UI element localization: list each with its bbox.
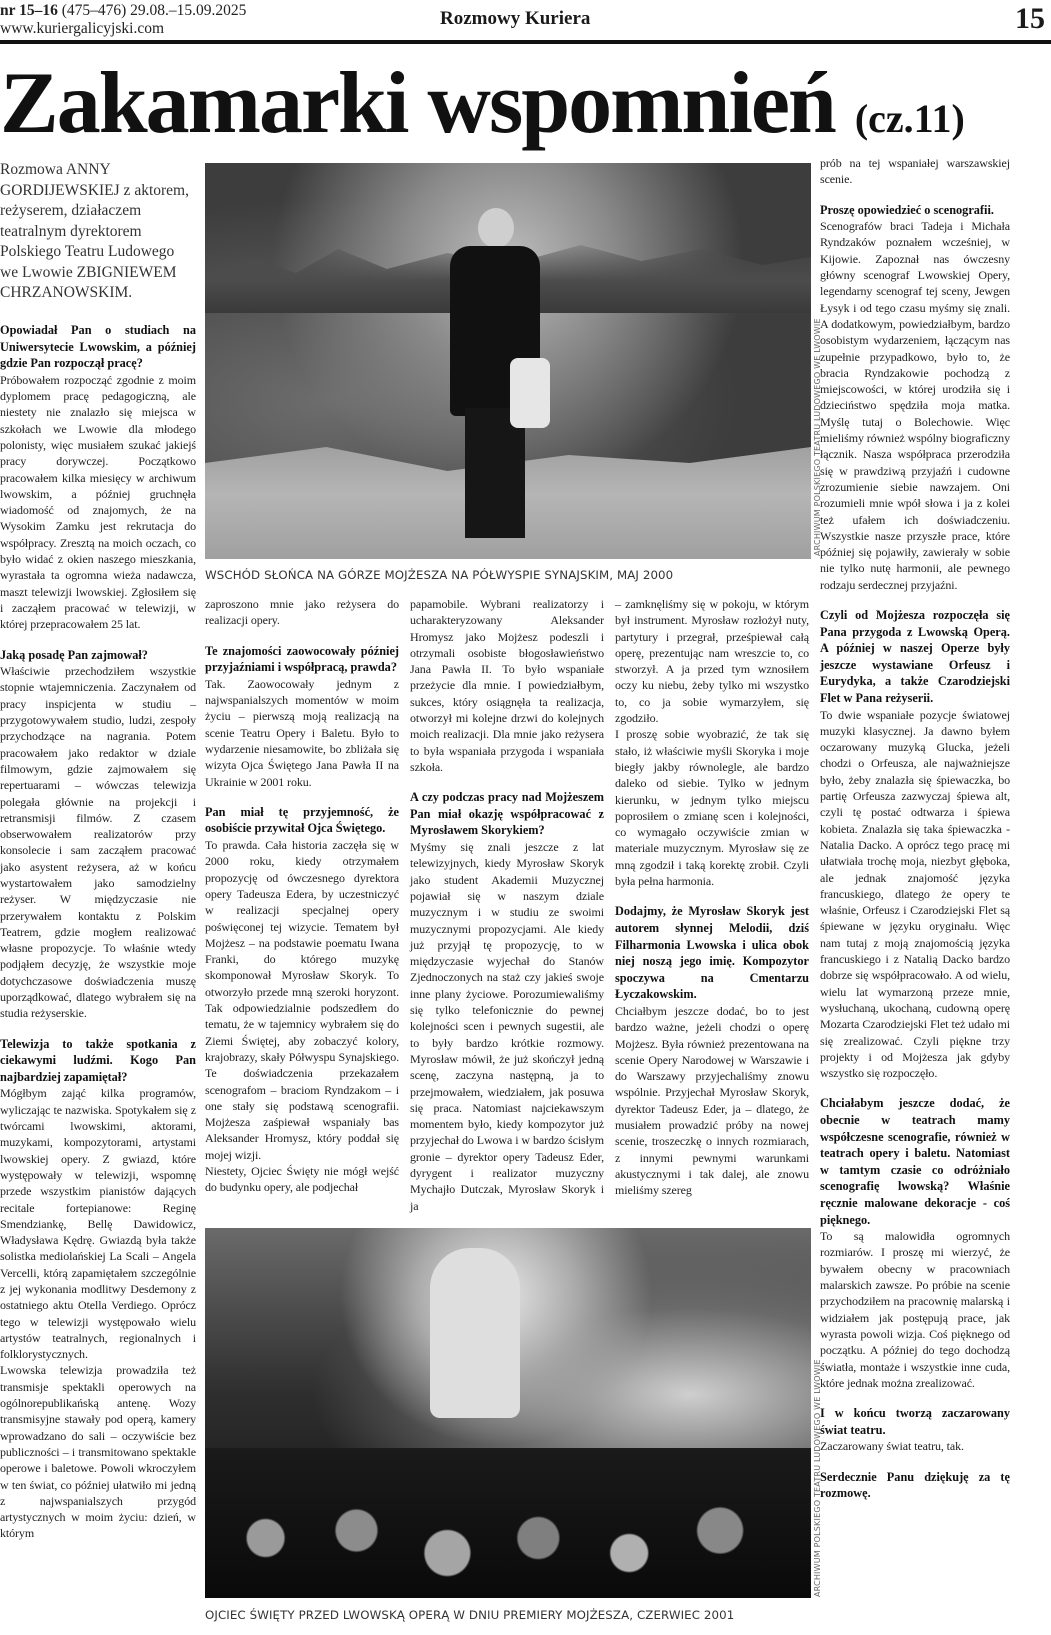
interview-answer: prób na tej wspaniałej warszawskiej scenie. [820, 156, 1010, 187]
interview-answer: zaproszono mnie jako reżysera do realizacji opery. [205, 597, 399, 628]
photo-mount-sinai [205, 163, 811, 559]
interview-answer: Niestety, Ojciec Święty nie mógł wejść do budynku opery, ale podjechał [205, 1163, 399, 1195]
interview-question: Opowiadał Pan o studiach na Uniwersytecie Lwowskim, a później gdzie Pan rozpoczął pracę? [0, 323, 196, 371]
issue-line [0, 2, 246, 20]
article-lead: Rozmowa ANNY GORDIJEWSKIEJ z aktorem, reżyserem, działaczem teatralnym dyrektorem Polskiego Teatru Ludowego we Lwowie ZBIGNIEWEM CHRZANOWSKIM. [0, 161, 189, 301]
interview-answer: Myśmy się znali jeszcze z lat telewizyjnych, kiedy Myrosław Skoryk jako student Akademii Muzycznej pojawiał się w naszym dziale muzycznym i w studiu ze swoimi muzycznymi propozycjami. Ale kiedy już przyjął tę propozycję, to w międzyczasie wyjechał do Stanów Zjednoczonych na staż czy jakieś swoje inne plany życiowe. Porozumiewaliśmy się tylko telefonicznie do pewnej kolejności scen i pewnych sugestii, ale to były bardzo krótkie rozmowy. Myrosław mówił, że już skończył jedną scenę, zaczyna następną, ja to przejmowałem, wiedziałem, jak posuwa się praca. Natomiast najciekawszym momentem było, kiedy kompozytor już przyjechał do Lwowa i w bardzo ścisłym gronie – dyrektor opery Tadeusz Eder, dyrygent i realizator muzyczny Mychajło Dutczak, Myrosław Skoryk i ja [410, 840, 604, 1213]
interview-question: A czy podczas pracy nad Mojżeszem Pan miał okazję współpracować z Myrosławem Skorykiem? [410, 790, 604, 838]
website-link[interactable]: www.kuriergalicyjski.com [0, 20, 165, 37]
interview-question: Te znajomości zaowocowały później przyjaźniami i współpracą, prawda? [205, 643, 399, 675]
page-number: 15 [1015, 2, 1045, 35]
interview-answer: Chciałbym jeszcze dodać, bo to jest bardzo ważne, jeżeli chodzi o operę Mojżesz. Była również prezentowana na scenie Opery Narodowej w Warszawie i do Warszawy przyjechaliśmy znowu wspólnie. Przyjechał Myrosław Skoryk, dyrektor Tadeusz Eder, ja – dlatego, że musiałem prowadzić próby na nowej scenie, troszeczkę o innych rozmiarach, z innymi pewnymi warunkami akustycznymi i tak dalej, ale znowu mieliśmy szereg [615, 1003, 809, 1198]
interview-question: Pan miał tę przyjemność, że osobiście przywitał Ojca Świętego. [205, 804, 399, 836]
photo-caption-1: WSCHÓD SŁOŃCA NA GÓRZE MOJŻESZA NA PÓŁWYSPIE SYNAJSKIM, MAJ 2000 [205, 568, 674, 582]
text-column-1 [0, 322, 196, 1542]
interview-answer: To są malowidła ogromnych rozmiarów. I proszę mi wierzyć, że bywałem obecny w pracowniach malarskich zawsze. Po próbie na scenie przychodziłem na pracownię malarską i widziałem jak postępują prace, jak wyrasta powoli wizja. Coś pięknego od początku. A później do tego dochodzą światła, montaże i wszystkie inne cuda, które jednak można zrealizować. [820, 1229, 1010, 1390]
interview-question: Proszę opowiedzieć o scenografii. [820, 202, 994, 217]
text-column-5 [820, 155, 1010, 1502]
issue-number: nr 15–16 [0, 2, 58, 19]
interview-answer: Tak. Zaowocowały jednym z najwspanialszych momentów w moim życiu – pierwszą moją realizacją na scenie Teatru Opery i Baletu. Było to wydarzenie niesamowite, bo zbliżała się wizyta Ojca Świętego Jana Pawła II na Ukrainie w 2001 roku. [205, 676, 399, 789]
interview-question: Jaką posadę Pan zajmował? [0, 647, 148, 662]
pope-figure [430, 1248, 520, 1418]
section-name: Rozmowy Kuriera [440, 8, 591, 29]
text-column-4 [615, 596, 809, 1198]
interview-answer: Mógłbym zająć kilka programów, wyliczając te nazwiska. Spotykałem się z twórcami lwowskimi, aktorami, muzykami, kompozytorami, artystami lwowskiej opery. Z gwiazd, które występowały w telewizji, wspomnę przede wszystkim pianistów dających recitale fortepianowe: Reginę Smendziankę, Bellę Dawidowicz, Władysława Kędrę. Gwiazdą była także solistka mediolańskiej La Scali – Angela Vercelli, którą zapamiętałem szczególnie z jej wykonania modlitwy Desdemony z ostatniego aktu Otella Verdiego. Oprócz tego w telewizji występowało wielu artystów teatralnych, regionalnych i folklorystycznych. [0, 1086, 196, 1362]
issue-info [0, 2, 246, 38]
interview-question: Telewizja to także spotkania z ciekawymi ludźmi. Kogo Pan najbardziej zapamiętał? [0, 1036, 196, 1084]
text-column-2 [205, 596, 399, 1196]
title-main: Zakamarki wspomnień [0, 55, 835, 152]
photo-credit-2: ARCHIWUM POLSKIEGO TEATRU LUDOWEGO WE LWOWIE [813, 1359, 822, 1597]
title-part: (cz.11) [854, 96, 965, 141]
interview-answer: Właściwie przechodziłem wszystkie stopnie wtajemniczenia. Zaczynałem od pracy inspicjenta w studiu – przygotowywałem studio, ludzi, zespoły przychodzące na nagrania. Potem pracowałem jako redaktor w dziale filmowym, gdzie zajmowałem się repertuarami – wówczas telewizja polegała głównie na projekcji i retransmisji filmów. Z czasem obserwowałem realizatorów przy konsolecie i sam zacząłem pracować jako asystent reżysera, aż w końcu wystartowałem jako samodzielny reżyser. W międzyczasie nie przerywałem kontaktu z Polskim Teatrem, gdzie mogłem realizować własne propozycje. To właśnie wtedy podjąłem decyzję, że wszystkie moje dotychczasowe doświadczenia muszę uporządkować, dlatego wybrałem się na studia reżyserskie. [0, 664, 196, 1021]
interview-answer: Próbowałem rozpocząć zgodnie z moim dyplomem pracę pedagogiczną, ale niestety nie znalazło się miejsca w szkołach we Lwowie dla młodego polonisty, więc musiałem szukać jakiejś pracy dorywczej. Początkowo pracowałem kilka miesięcy w archiwum lwowskim, a później gruchnęła wiadomość od znajomych, że na Wysokim Zamku jest rekrutacja do współpracy. Zresztą na moich oczach, co było widać z okien naszego mieszkania, wyrastała ta ogromna wieża nadawcza, maszt telewizji lwowskiej. Zgłosiłem się i zacząłem pracować w telewizji, w której przepracowałem 25 lat. [0, 372, 196, 632]
photo-credit-1: ARCHIWUM POLSKIEGO TEATRU LUDOWEGO WE LWOWIE [813, 318, 822, 556]
article-title [0, 56, 965, 167]
header-rule [0, 40, 1051, 44]
interview-answer: To prawda. Cała historia zaczęła się w 2000 roku, kiedy otrzymałem propozycję od ówczesnego dyrektora opery Tadeusza Edera, by uczestniczyć w realizacji specjalnej opery poświęconej tej wizycie. Tematem był Mojżesz – na podstawie poematu Iwana Franki, do którego muzykę skomponował Myrosław Skoryk. To otworzyło przede mną szeroki horyzont. Tak odpowiedzialnie podszedłem do tematu, że w tajemnicy wybrałem się do Ziemi Świętej, aby zobaczyć kolory, krajobrazy, skały Półwyspu Synajskiego. Te doświadczenia przekazałem scenografom – braciom Ryndzakom – i one stały się podstawą scenografii. Mojżesza zaśpiewał wspaniały bas Aleksander Hromysz, który poddał się mojej wizji. [205, 838, 399, 1162]
interview-question: Chciałabym jeszcze dodać, że obecnie w teatrach mamy współczesne scenografie, również w teatrach opery i baletu. Natomiast w tamtym czasie co odróżniało scenografię lwowską? Właśnie ręcznie malowane dekoracje - coś pięknego. [820, 1096, 1010, 1227]
interview-answer: Zaczarowany świat teatru, tak. [820, 1439, 964, 1454]
interview-question: Serdecznie Panu dziękuję za tę rozmowę. [820, 1469, 1010, 1501]
issue-dates: (475–476) 29.08.–15.09.2025 [57, 2, 247, 19]
interview-answer: I proszę sobie wyobrazić, że tak się stało, iż właściwie myśli Skoryka i moje biegły jakby równolegle, ale bardzo daleko od siebie. Tylko w jednym kierunku, w jednym tylko miejscu poprosiłem o zmianę scen i kolejności, co wymagało oczywiście zmian w materiale muzycznym. Myrosław się ze mną zgodził i taką korektę zrobił. Czyli była pełna harmonia. [615, 727, 809, 889]
text-column-3 [410, 596, 604, 1214]
interview-question: Dodajmy, że Myrosław Skoryk jest autorem słynnej Melodii, dziś Filharmonia Lwowska i ulica obok niej noszą jego imię. Kompozytor spoczywa na Cmentarzu Łyczakowskim. [615, 904, 809, 1002]
interview-answer: Lwowska telewizja prowadziła też transmisje spektakli operowych na ogólnorepublikańską antenę. Wozy transmisyjne stawały pod operą, kamery wprowadzano do sali – oczywiście bez publiczności – i transmitowano spektakle operowe i baletowe. Powoli wkroczyłem w ten świat, co później ułatwiło mi jedną z najwspanialszych przygód artystycznych w moim życiu: dzień, w którym [0, 1363, 196, 1541]
interview-answer: Scenografów braci Tadeja i Michała Ryndzaków poznałem wcześniej, w Kijowie. Zapoznał nas ówczesny główny scenograf Lwowskiej Opery, legendarny scenograf tej sceny, Jewgen Łysyk i od tego czasu myśmy się znali. A dodatkowym, powiedziałbym, bardzo osobistym wydarzeniem, łączącym nas zupełnie przypadkowo, było to, że bracia Ryndzakowie pochodzą z miejscowości, w której urodziła się i dzieciństwo spędziła moja matka. Myślę tutaj o Bolechowie. Więc mieliśmy również wspólny biograficzny łącznik. Nasza współpraca przerodziła się w prawdziwą przyjaźń i cudowne zrozumienie siebie nawzajem. Oni rozumieli mnie wpół słowa i ja z kolei też ufałem ich doświadczeniu. Wszystkie nasze przyszłe prace, które później się pojawiły, zawierały w sobie nie tylko nutę harmonii, ale pewnego rodzaju serdecznej przyjaźni. [820, 219, 1010, 592]
photo-caption-2: OJCIEC ŚWIĘTY PRZED LWOWSKĄ OPERĄ W DNIU PREMIERY MOJŻESZA, CZERWIEC 2001 [205, 1608, 735, 1622]
crowd [205, 1448, 811, 1598]
interview-answer: To dwie wspaniałe pozycje światowej muzyki klasycznej. Ja dawno byłem oczarowany muzyką Glucka, jeżeli chodzi o Orfeusza, ale najważniejsze było, żeby znalazła się śpiewaczka, bo partię Orfeusza zazwyczaj śpiewa alt, czyli tę postać odtwarza i śpiewa kobieta. Znalazła się taka śpiewaczka - Natalia Dacko. A oprócz tego pracę mi ułatwiała trochę moja, niezbyt głęboka, ale jednak znajomość języka francuskiego, dlatego że opery te właśnie, Orfeusz i Czarodziejski Flet są śpiewane w języku oryginału. Więc nam tutaj z moją znajomością języka francuskiego i z Natalią Dacko bardzo dobrze się współpracowało. A od wielu, wielu lat wymarzoną przeze mnie, wysłuchaną, ukochaną, cudowną operę Mozarta Czarodziejski Flet też udało mi się zrealizować. Czyli piękne trzy projekty i od Mojżesza jak gdyby wszystko się rozpoczęło. [820, 707, 1010, 1081]
interview-answer: – zamknęliśmy się w pokoju, w którym był instrument. Myrosław rozłożył nuty, partytury i przegrał, prześpiewał całą operę, prezentując nam wreszcie to, co stworzył. A ja przed tym wznosiłem oczy ku niebu, żeby tylko mi wszystko to, co ja sobie wymarzyłem, się zgodziło. [615, 597, 809, 726]
interview-question: I w końcu tworzą zaczarowany świat teatru. [820, 1406, 1010, 1437]
photo-pope-opera [205, 1228, 811, 1598]
interview-answer: papamobile. Wybrani realizatorzy i ucharakteryzowany Aleksander Hromysz jako Mojżesz podeszli i otrzymali osobiste błogosławieństwo Jana Pawła II. To było wspaniałe przeżycie dla mnie. I powiedziałbym, sukces, który osiągnęła ta realizacja, otworzył mi kolejne drzwi do kolejnych moich realizacji. Dla mnie jako reżysera to była wspaniała przygoda i wspaniała szkoła. [410, 597, 604, 774]
man-figure [440, 208, 550, 548]
interview-question: Czyli od Mojżesza rozpoczęła się Pana przygoda z Lwowską Operą. A później w naszej Operze były jeszcze wystawiane Orfeusz i Eurydyka, a także Czarodziejski Flet w Pana reżyserii. [820, 608, 1010, 705]
